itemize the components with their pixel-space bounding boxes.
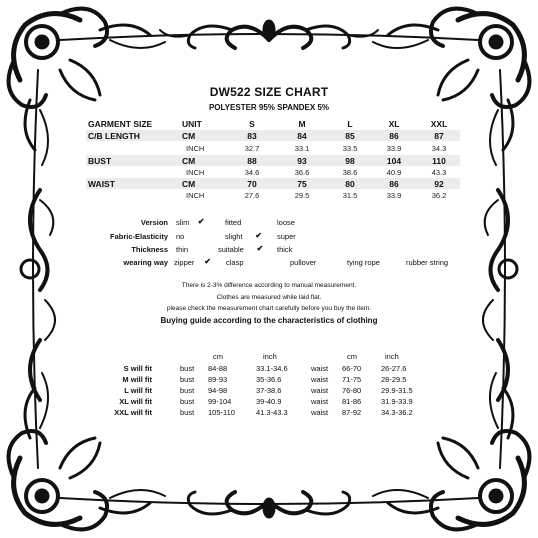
- value-cell: 83: [247, 131, 257, 141]
- value-cell: 70: [247, 179, 257, 189]
- header-xl: XL: [388, 119, 400, 129]
- guide-waist-inch: 34.3-36.2: [381, 408, 413, 417]
- guide-waist-cm: 81-86: [342, 397, 362, 406]
- header-xxl: XXL: [430, 119, 448, 129]
- guide-size-label: XXL will fit: [114, 408, 152, 417]
- guide-bust-label: bust: [180, 408, 195, 417]
- characteristic-label: Fabric-Elasticity: [110, 232, 168, 241]
- guide-waist-label: waist: [311, 364, 329, 373]
- guide-col-cm: cm: [347, 352, 357, 361]
- value-cell: 40.9: [386, 168, 402, 177]
- header-l: L: [347, 119, 353, 129]
- check-mark-icon: ✔: [197, 217, 205, 226]
- unit-cell: INCH: [186, 168, 205, 177]
- unit-cell: INCH: [186, 191, 205, 200]
- guide-waist-inch: 31.9-33.9: [381, 397, 413, 406]
- value-cell: 80: [345, 179, 355, 189]
- value-cell: 86: [389, 179, 399, 189]
- value-cell: 29.5: [294, 191, 310, 200]
- guide-bust-label: bust: [180, 386, 195, 395]
- guide-bust-inch: 41.3-43.3: [256, 408, 288, 417]
- unit-cell: INCH: [186, 144, 205, 153]
- guide-size-label: XL will fit: [119, 397, 152, 406]
- characteristic-option: loose: [277, 218, 295, 227]
- guide-size-label: L will fit: [124, 386, 152, 395]
- value-cell: 36.2: [431, 191, 447, 200]
- guide-waist-label: waist: [311, 397, 329, 406]
- value-cell: 33.1: [294, 144, 310, 153]
- guide-waist-cm: 66-70: [342, 364, 362, 373]
- guide-bust-label: bust: [180, 375, 195, 384]
- value-cell: 36.6: [294, 168, 310, 177]
- characteristic-option: slim: [176, 218, 190, 227]
- guide-bust-inch: 37-38.6: [256, 386, 282, 395]
- value-cell: 75: [297, 179, 307, 189]
- value-cell: 34.6: [244, 168, 260, 177]
- header-garment-size: GARMENT SIZE: [88, 119, 153, 129]
- guide-waist-inch: 28-29.5: [381, 375, 407, 384]
- guide-waist-inch: 26-27.6: [381, 364, 407, 373]
- row-label: C/B LENGTH: [88, 131, 140, 141]
- guide-waist-label: waist: [311, 408, 329, 417]
- value-cell: 33.9: [386, 144, 402, 153]
- row-label: WAIST: [88, 179, 115, 189]
- characteristic-option: clasp: [226, 258, 244, 267]
- unit-cell: CM: [182, 156, 196, 166]
- guide-bust-cm: 84-88: [208, 364, 228, 373]
- value-cell: 93: [297, 156, 307, 166]
- value-cell: 92: [434, 179, 444, 189]
- guide-col-cm: cm: [213, 352, 223, 361]
- guide-waist-label: waist: [311, 386, 329, 395]
- value-cell: 33.9: [386, 191, 402, 200]
- characteristic-option: no: [176, 232, 185, 241]
- guide-bust-cm: 105-110: [208, 408, 235, 417]
- guide-bust-inch: 35-36.6: [256, 375, 282, 384]
- value-cell: 98: [345, 156, 355, 166]
- check-mark-icon: ✔: [255, 231, 262, 240]
- guide-waist-label: waist: [311, 375, 329, 384]
- characteristic-option: slight: [225, 232, 243, 241]
- value-cell: 85: [345, 131, 355, 141]
- note-check-chart: please check the measurement chart carefully before you buy the item.: [166, 305, 372, 312]
- guide-bust-cm: 89-93: [208, 375, 228, 384]
- chart-title: DW522 SIZE CHART: [209, 85, 329, 99]
- characteristic-label: Version: [140, 218, 168, 227]
- guide-size-label: M will fit: [122, 375, 152, 384]
- characteristic-option: zipper: [174, 258, 195, 267]
- material-label: POLYESTER 95% SPANDEX 5%: [208, 103, 330, 112]
- characteristic-label: Thickness: [131, 245, 168, 254]
- value-cell: 33.5: [342, 144, 358, 153]
- note-measurement-difference: There is 2-3% difference according to manual measurement.: [181, 282, 357, 289]
- characteristic-option: pullover: [290, 258, 317, 267]
- guide-waist-cm: 76-80: [342, 386, 362, 395]
- row-label: BUST: [88, 156, 112, 166]
- value-cell: 32.7: [244, 144, 260, 153]
- value-cell: 27.6: [244, 191, 260, 200]
- check-mark-icon: ✔: [204, 257, 211, 266]
- unit-cell: CM: [182, 179, 196, 189]
- characteristic-option: thin: [176, 245, 189, 254]
- characteristic-option: suitable: [218, 245, 244, 254]
- value-cell: 84: [297, 131, 307, 141]
- guide-waist-inch: 29.9-31.5: [381, 386, 413, 395]
- characteristic-option: tying rope: [347, 258, 380, 267]
- guide-bust-inch: 33.1-34.6: [256, 364, 288, 373]
- guide-size-label: S will fit: [123, 364, 152, 373]
- unit-cell: CM: [182, 131, 196, 141]
- guide-waist-cm: 87-92: [342, 408, 362, 417]
- value-cell: 88: [247, 156, 257, 166]
- guide-col-inch: inch: [385, 352, 399, 361]
- guide-bust-inch: 39-40.9: [256, 397, 282, 406]
- characteristic-label: wearing way: [123, 258, 168, 267]
- characteristic-option: thick: [277, 245, 293, 254]
- value-cell: 87: [434, 131, 444, 141]
- guide-bust-label: bust: [180, 397, 195, 406]
- guide-bust-cm: 99-104: [208, 397, 232, 406]
- value-cell: 34.3: [431, 144, 447, 153]
- value-cell: 38.6: [342, 168, 358, 177]
- characteristic-option: rubber string: [406, 258, 449, 267]
- note-laid-flat: Clothes are measured while laid flat.: [216, 294, 322, 301]
- header-m: M: [298, 119, 306, 129]
- characteristic-option: super: [277, 232, 296, 241]
- guide-bust-label: bust: [180, 364, 195, 373]
- value-cell: 104: [386, 156, 402, 166]
- value-cell: 86: [389, 131, 399, 141]
- value-cell: 31.5: [342, 191, 358, 200]
- guide-col-inch: inch: [263, 352, 277, 361]
- characteristic-option: fitted: [225, 218, 242, 227]
- value-cell: 110: [432, 156, 446, 166]
- value-cell: 43.3: [431, 168, 447, 177]
- header-unit: UNIT: [182, 119, 202, 129]
- guide-bust-cm: 94-98: [208, 386, 228, 395]
- buying-guide-title: Buying guide according to the characteristics of clothing: [160, 316, 378, 325]
- guide-waist-cm: 71-75: [342, 375, 362, 384]
- check-mark-icon: ✔: [256, 244, 264, 253]
- header-s: S: [249, 119, 255, 129]
